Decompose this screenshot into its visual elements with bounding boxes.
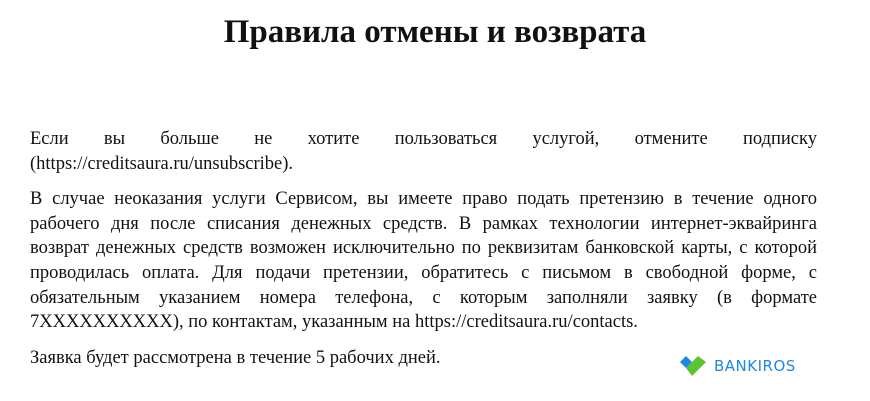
paragraph-claims: В случае неоказания услуги Сервисом, вы имеете право подать претензию в течение одного рабочего дня после списания денежных средств. В рамках технологии интернет-эквайринга возврат денежных средств возможен исключительно по реквизитам банковской карты, с которой проводилась оплата. Для подачи претензии, обратитесь с письмом в свободной форме, с обязательным указанием номера телефона, с которым заполняли заявку (в формате 7XXXXXXXXXX), по контактам, указанным на https://creditsaura.ru/contacts. [30,189,817,333]
page-title: Правила отмены и возврата [223,14,647,50]
bankiros-logo-text: BANKIROS [714,357,796,375]
bankiros-logo-icon [678,356,708,376]
paragraph-unsubscribe: Если вы больше не хотите пользоваться услугой, отмените подписку (https://creditsaura.ru/unsubscribe). [30,129,817,174]
bankiros-watermark [678,356,796,376]
paragraph-review-time: Заявка будет рассмотрена в течение 5 рабочих дней. [30,347,441,368]
document-body [30,127,817,381]
